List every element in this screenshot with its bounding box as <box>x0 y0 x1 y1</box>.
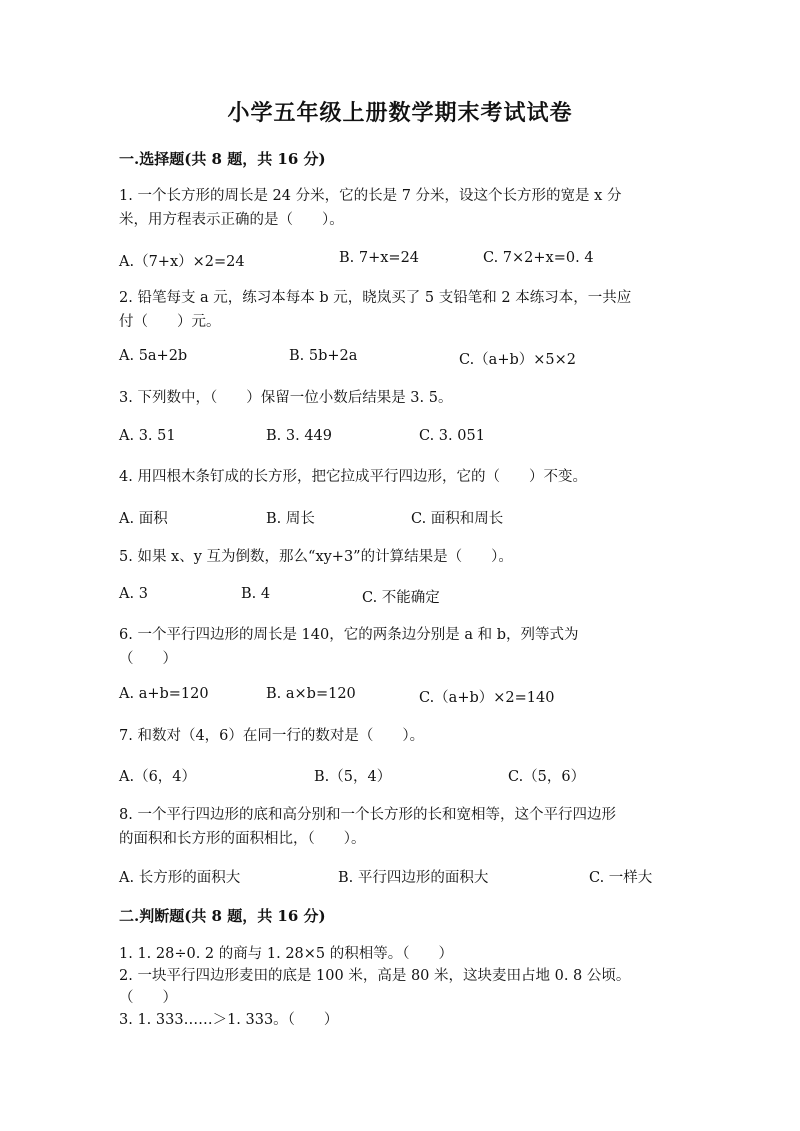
judgement-item-1 <box>119 943 453 965</box>
option-a: A. 3 <box>119 586 148 602</box>
option-a: A. 5a+2b <box>119 348 188 364</box>
option-b: B. 周长 <box>266 511 315 527</box>
question-text-line: 5. 如果 x、y 互为倒数，那么“xy+3”的计算结果是（ ）。 <box>119 549 513 565</box>
judgement-text-line: （ ） <box>119 990 177 1006</box>
question-5 <box>119 545 513 569</box>
option-a: A.（7+x）×2=24 <box>119 254 245 270</box>
question-text-line: 6. 一个平行四边形的周长是 140，它的两条边分别是 a 和 b，列等式为 <box>119 627 579 643</box>
question-3 <box>119 386 452 410</box>
judgement-item-3 <box>119 1009 338 1031</box>
question-text-line: 1. 一个长方形的周长是 24 分米，它的长是 7 分米，设这个长方形的宽是 x 分 <box>119 188 622 204</box>
option-b: B. 5b+2a <box>289 348 358 364</box>
option-b: B. 平行四边形的面积大 <box>338 870 489 886</box>
question-text-line: 8. 一个平行四边形的底和高分别和一个长方形的长和宽相等，这个平行四边形 <box>119 807 616 823</box>
question-8 <box>119 803 616 851</box>
question-4 <box>119 465 587 489</box>
question-text-line: 4. 用四根木条钉成的长方形，把它拉成平行四边形，它的（ ）不变。 <box>119 469 587 485</box>
question-text-line: 的面积和长方形的面积相比，（ ）。 <box>119 831 366 847</box>
option-b: B. a×b=120 <box>266 686 356 702</box>
question-1 <box>119 184 621 232</box>
judgement-item-2 <box>119 965 630 1009</box>
option-c: C. 不能确定 <box>362 590 440 606</box>
section-heading-choice: 一.选择题(共 8 题，共 16 分) <box>119 150 326 168</box>
section-heading-judgement: 二.判断题(共 8 题，共 16 分) <box>119 907 326 925</box>
options-row-7 <box>0 765 800 787</box>
exam-title: 小学五年级上册数学期末考试试卷 <box>227 100 573 126</box>
question-2 <box>119 286 631 334</box>
judgement-text-line: 3. 1. 333……＞1. 333。（ ） <box>119 1012 339 1028</box>
question-text-line: 2. 铅笔每支 a 元，练习本每本 b 元，晓岚买了 5 支铅笔和 2 本练习本，一共应 <box>119 290 632 306</box>
question-text-line: （ ） <box>119 651 177 667</box>
option-a: A. a+b=120 <box>119 686 209 702</box>
question-text-line: 7. 和数对（4，6）在同一行的数对是（ ）。 <box>119 728 425 744</box>
options-row-5 <box>0 586 800 608</box>
options-row-2 <box>0 348 800 370</box>
options-row-1 <box>0 250 800 272</box>
option-b: B. 4 <box>241 586 271 602</box>
question-text-line: 3. 下列数中，（ ）保留一位小数后结果是 3. 5。 <box>119 390 453 406</box>
option-c: C. 7×2+x=0. 4 <box>483 250 594 266</box>
options-row-4 <box>0 507 800 529</box>
question-6 <box>119 623 578 671</box>
option-c: C. 一样大 <box>589 870 653 886</box>
options-row-3 <box>0 428 800 450</box>
option-a: A.（6，4） <box>119 769 197 785</box>
options-row-6 <box>0 686 800 708</box>
option-b: B. 3. 449 <box>266 428 332 444</box>
question-text-line: 米，用方程表示正确的是（ ）。 <box>119 212 344 228</box>
judgement-text-line: 2. 一块平行四边形麦田的底是 100 米，高是 80 米，这块麦田占地 0. 8 公顷。 <box>119 968 631 984</box>
option-c: C. 3. 051 <box>419 428 485 444</box>
option-c: C.（a+b）×5×2 <box>459 352 577 368</box>
question-text-line: 付（ ）元。 <box>119 314 221 330</box>
option-a: A. 长方形的面积大 <box>119 870 241 886</box>
option-c: C.（a+b）×2=140 <box>419 690 555 706</box>
option-b: B. 7+x=24 <box>339 250 420 266</box>
option-b: B.（5，4） <box>314 769 392 785</box>
option-a: A. 3. 51 <box>119 428 176 444</box>
option-c: C. 面积和周长 <box>411 511 504 527</box>
option-c: C.（5，6） <box>508 769 586 785</box>
options-row-8 <box>0 866 800 888</box>
question-7 <box>119 724 424 748</box>
judgement-text-line: 1. 1. 28÷0. 2 的商与 1. 28×5 的积相等。（ ） <box>119 946 454 962</box>
option-a: A. 面积 <box>119 511 168 527</box>
